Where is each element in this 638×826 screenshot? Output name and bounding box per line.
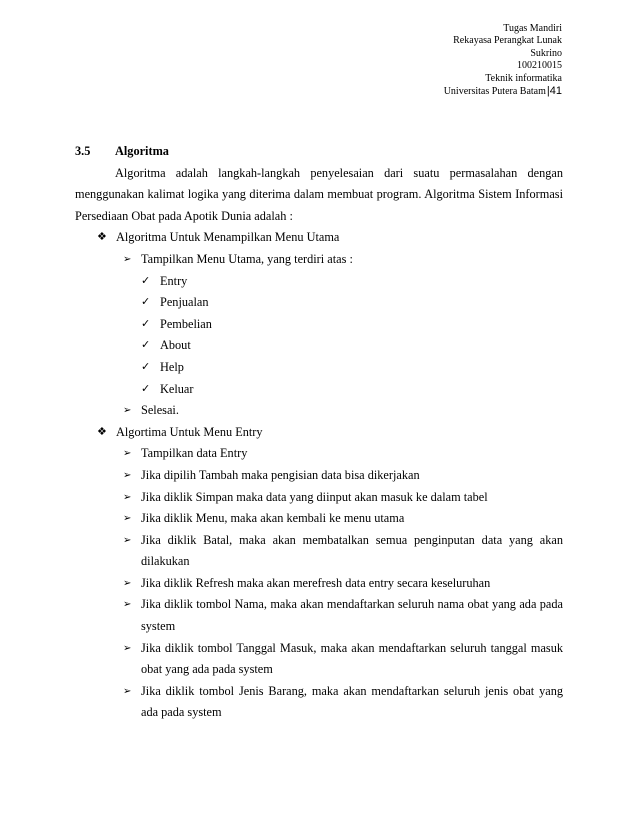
step-item (116, 487, 563, 509)
step-item (116, 443, 563, 465)
algorithm-group (75, 227, 563, 421)
menu-option-text: Pembelian (160, 316, 212, 331)
algorithm-group-title: Algoritma Untuk Menampilkan Menu Utama (116, 230, 340, 245)
intro-paragraph: Algoritma adalah langkah-langkah penyelesaian dari suatu permasalahan dengan menggunakan kalimat logika yang diterima dalam membuat program. Algoritma Sistem Informasi Persediaan Obat pada Apotik Dunia adalah : (75, 165, 563, 223)
header-assignment: Tugas Mandiri (503, 23, 562, 34)
checkmark-bullet-icon: ✓ (141, 274, 151, 287)
arrow-bullet-icon: ➢ (123, 405, 132, 417)
page-number: 41 (549, 85, 562, 98)
menu-option-text: Keluar (160, 381, 194, 396)
menu-option-text: Penjualan (160, 295, 209, 310)
step-item (116, 573, 563, 595)
step-item (116, 508, 563, 530)
arrow-bullet-icon: ➢ (123, 491, 132, 503)
menu-option-item (141, 357, 563, 379)
step-item (116, 400, 563, 422)
step-text: Selesai. (141, 403, 179, 418)
menu-option-text: About (160, 338, 191, 353)
header-department: Teknik informatika (485, 72, 562, 84)
menu-option-item (141, 292, 563, 314)
checkmark-bullet-icon: ✓ (141, 296, 151, 309)
header-university: Universitas Putera Batam (443, 86, 546, 98)
menu-option-item (141, 379, 563, 401)
step-text: Tampilkan Menu Utama, yang terdiri atas : (141, 251, 353, 266)
menu-option-text: Help (160, 359, 184, 374)
arrow-bullet-icon: ➢ (123, 685, 132, 697)
checkmark-bullet-icon: ✓ (141, 339, 151, 352)
checkmark-bullet-icon: ✓ (141, 382, 151, 395)
menu-option-item (141, 335, 563, 357)
header-author: Sukrino (530, 47, 562, 59)
arrow-bullet-icon: ➢ (123, 469, 132, 481)
arrow-bullet-icon: ➢ (123, 599, 132, 611)
step-text: Jika diklik Batal, maka akan membatalkan semua penginputan data yang akan dilakukan (141, 532, 563, 569)
checkmark-bullet-icon: ✓ (141, 360, 151, 373)
diamond-bullet-icon: ❖ (97, 231, 107, 244)
algorithm-list (75, 227, 563, 724)
step-text: Jika diklik tombol Tanggal Masuk, maka akan mendaftarkan seluruh tanggal masuk obat yang ada pada system (141, 640, 563, 677)
section-title: Algoritma (115, 144, 169, 158)
step-item (116, 249, 563, 400)
arrow-bullet-icon: ➢ (123, 642, 132, 654)
step-item (116, 530, 563, 573)
step-item (116, 681, 563, 724)
page-separator: | (546, 85, 550, 98)
arrow-bullet-icon: ➢ (123, 577, 132, 589)
step-list (116, 249, 563, 422)
algorithm-group-title: Algortima Untuk Menu Entry (116, 424, 263, 439)
menu-option-item (141, 314, 563, 336)
menu-option-list (141, 271, 563, 401)
step-text: Jika diklik Refresh maka akan merefresh data entry secara keseluruhan (141, 575, 491, 590)
page-header (444, 23, 562, 98)
diamond-bullet-icon: ❖ (97, 425, 107, 438)
step-text: Jika dipilih Tambah maka pengisian data bisa dikerjakan (141, 467, 420, 482)
header-university-line (444, 85, 562, 98)
section-number: 3.5 (75, 144, 91, 158)
header-course: Rekayasa Perangkat Lunak (453, 35, 562, 47)
step-text: Jika diklik Menu, maka akan kembali ke menu utama (141, 511, 405, 526)
step-text: Jika diklik Simpan maka data yang diinput akan masuk ke dalam tabel (141, 489, 488, 504)
step-text: Tampilkan data Entry (141, 446, 248, 461)
menu-option-text: Entry (160, 273, 188, 288)
algorithm-group (75, 422, 563, 724)
arrow-bullet-icon: ➢ (123, 534, 132, 546)
section-heading (75, 141, 563, 163)
checkmark-bullet-icon: ✓ (141, 317, 151, 330)
step-text: Jika diklik tombol Nama, maka akan mendaftarkan seluruh nama obat yang ada pada system (141, 597, 563, 634)
document-body (75, 141, 563, 724)
step-item (116, 638, 563, 681)
arrow-bullet-icon: ➢ (123, 513, 132, 525)
arrow-bullet-icon: ➢ (123, 253, 132, 265)
step-item (116, 465, 563, 487)
step-text: Jika diklik tombol Jenis Barang, maka akan mendaftarkan seluruh jenis obat yang ada pada system (141, 683, 563, 720)
header-student-id: 100210015 (517, 60, 562, 72)
arrow-bullet-icon: ➢ (123, 448, 132, 460)
step-item (116, 594, 563, 637)
step-list (116, 443, 563, 724)
menu-option-item (141, 271, 563, 293)
